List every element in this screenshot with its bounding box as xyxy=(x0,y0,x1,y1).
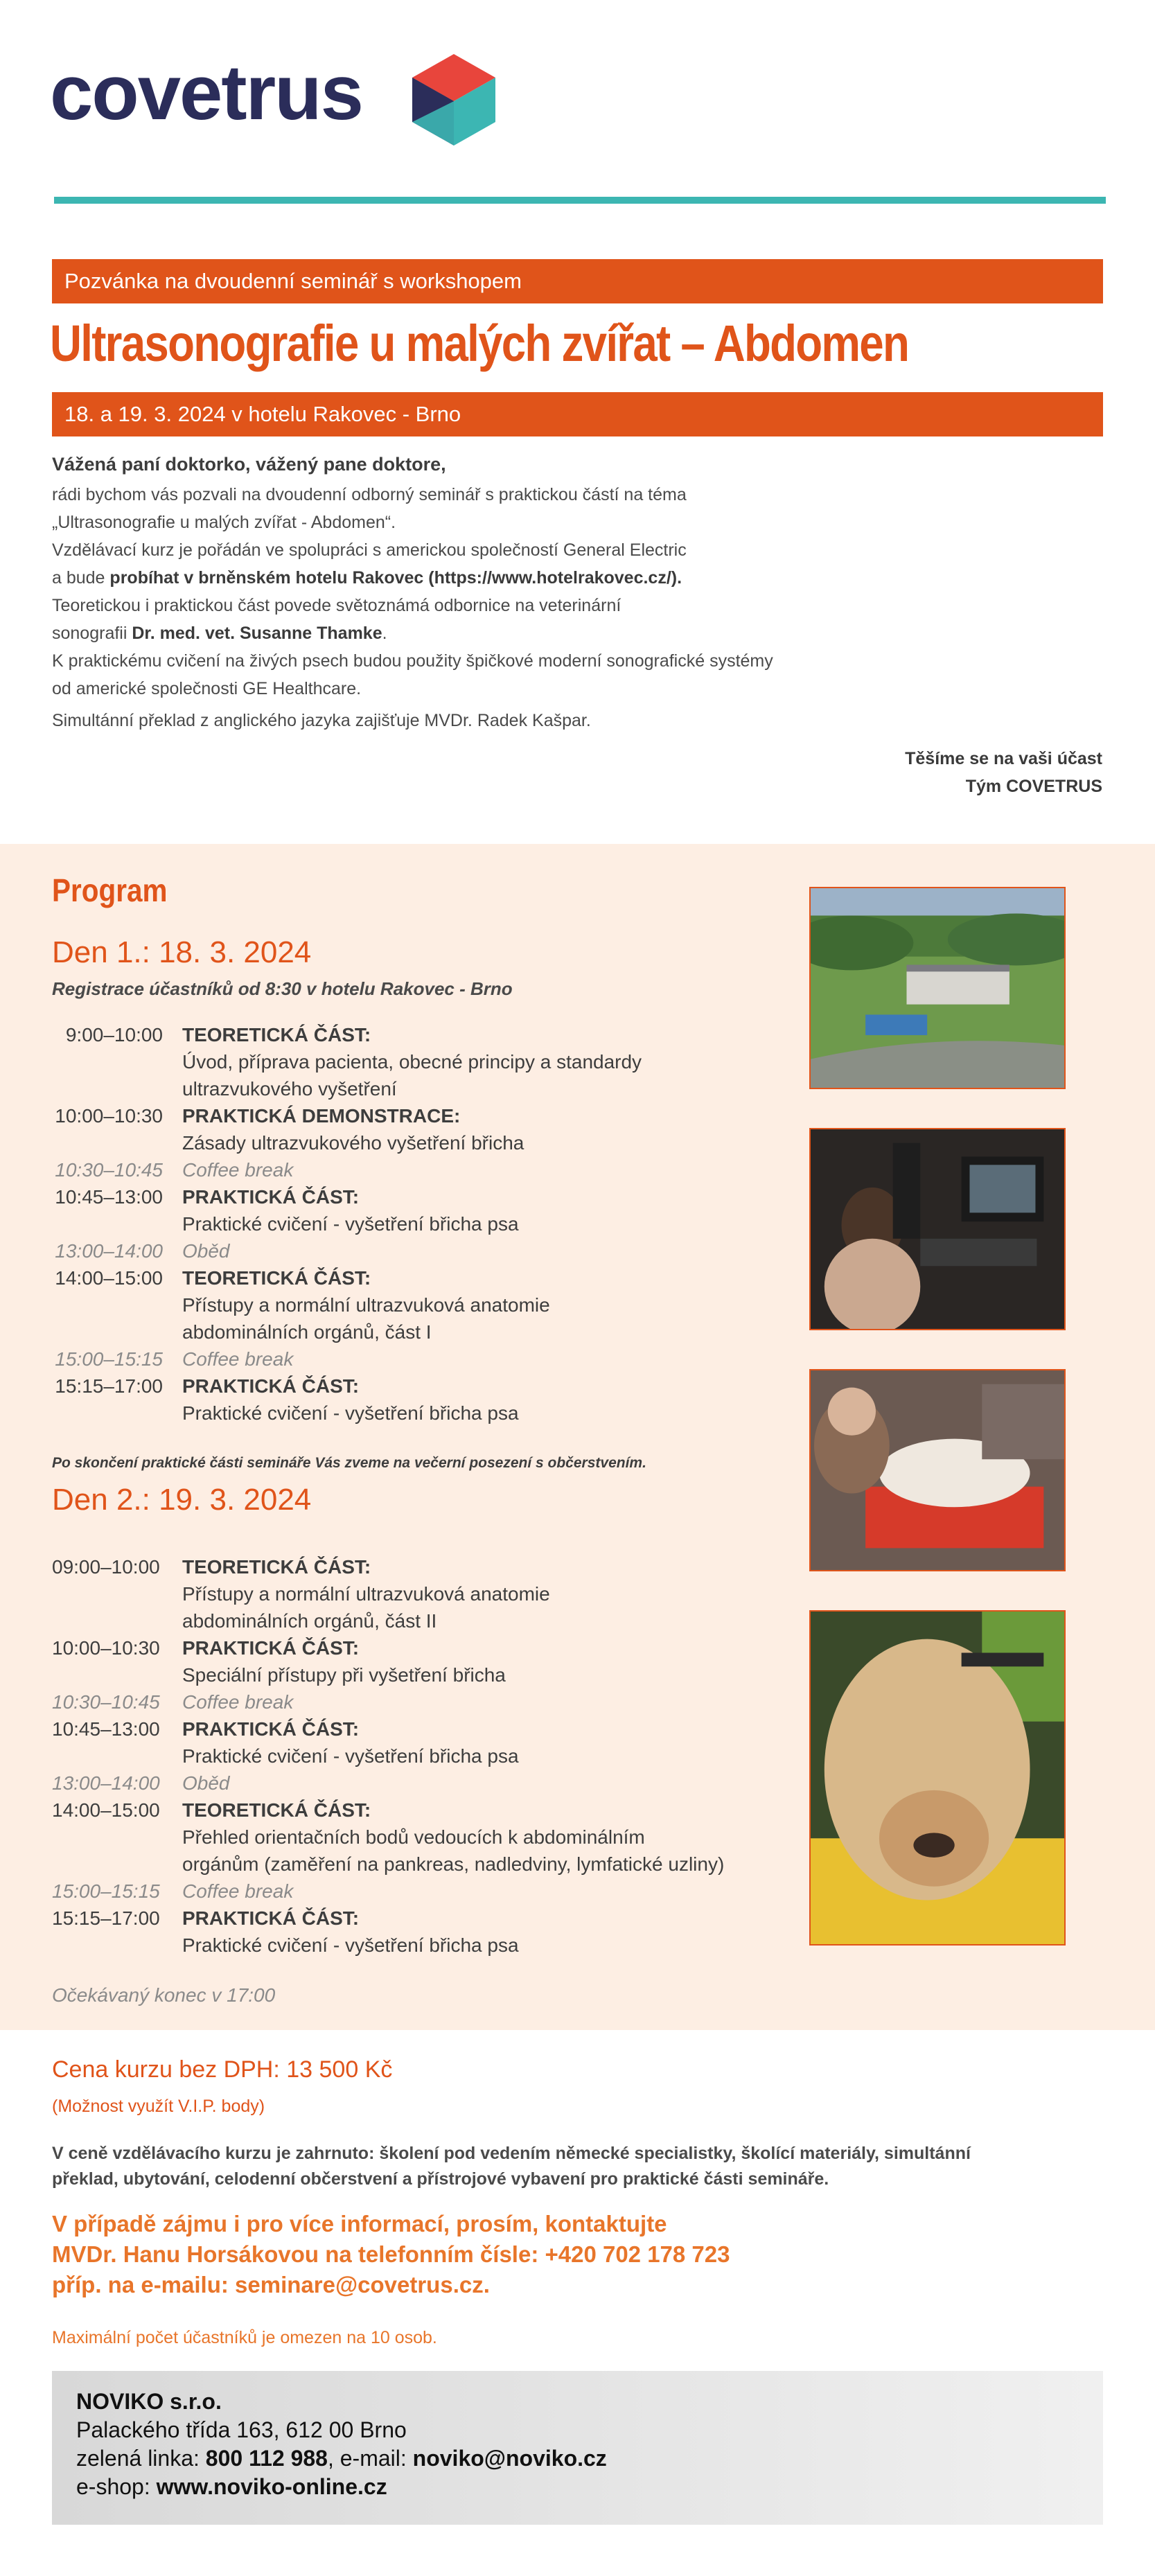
schedule-content xyxy=(182,1183,519,1237)
schedule-content: Coffee break xyxy=(182,1159,294,1181)
ultrasound-training-photo xyxy=(809,1128,1066,1330)
session-type: PRAKTICKÁ DEMONSTRACE: xyxy=(182,1105,461,1127)
schedule-content xyxy=(182,1373,519,1427)
session-description: Úvod, příprava pacienta, obecné principy a standardy xyxy=(182,1051,642,1073)
schedule-break-row xyxy=(52,1770,779,1797)
schedule-break-row xyxy=(52,1237,779,1264)
signoff xyxy=(905,745,1102,800)
schedule-content xyxy=(182,1634,506,1688)
included-line: V ceně vzdělávacího kurzu je zahrnuto: školení pod vedením německé specialistky, školící materiály, simultánní xyxy=(52,2144,971,2163)
schedule-time: 10:00–10:30 xyxy=(52,1637,160,1659)
vip-points-note: (Možnost využít V.I.P. body) xyxy=(52,2097,265,2116)
schedule-time: 13:00–14:00 xyxy=(55,1240,163,1262)
schedule-row xyxy=(52,1264,779,1346)
schedule-content: Coffee break xyxy=(182,1880,294,1902)
schedule-break-row xyxy=(52,1878,779,1905)
session-type: TEORETICKÁ ČÁST: xyxy=(182,1267,371,1289)
header-divider xyxy=(54,197,1106,204)
contact-email: příp. na e-mailu: seminare@covetrus.cz. xyxy=(52,2272,490,2297)
session-description: abdominálních orgánů, část II xyxy=(182,1610,437,1632)
schedule-break-row xyxy=(52,1346,779,1373)
dog-ultrasound-photo xyxy=(809,1610,1066,1946)
eshop-label: e-shop: xyxy=(76,2474,157,2499)
schedule-time: 10:30–10:45 xyxy=(52,1691,160,1713)
intro-line: Vzdělávací kurz je pořádán ve spolupráci s americkou společností General Electric xyxy=(52,540,687,560)
session-description: Praktické cvičení - vyšetření břicha psa xyxy=(182,1213,519,1235)
schedule-time: 14:00–15:00 xyxy=(52,1799,160,1821)
max-participants-note: Maximální počet účastníků je omezen na 10 osob. xyxy=(52,2328,437,2347)
schedule-content xyxy=(182,1021,642,1102)
day1-registration: Registrace účastníků od 8:30 v hotelu Rakovec - Brno xyxy=(52,978,513,999)
signoff-team: Tým COVETRUS xyxy=(965,777,1102,796)
company-eshop-line xyxy=(76,2473,607,2501)
phone-label: zelená linka: xyxy=(76,2446,206,2471)
company-phone-line xyxy=(76,2444,607,2473)
schedule-time: 10:30–10:45 xyxy=(55,1159,163,1181)
dog-examination-photo xyxy=(809,1369,1066,1571)
email-link[interactable]: noviko@noviko.cz xyxy=(412,2446,607,2471)
session-description: Přístupy a normální ultrazvuková anatomie xyxy=(182,1583,550,1605)
contact-line: V případě zájmu i pro více informací, prosím, kontaktujte xyxy=(52,2211,667,2237)
schedule-content xyxy=(182,1102,524,1156)
session-type: PRAKTICKÁ ČÁST: xyxy=(182,1907,360,1929)
schedule-row xyxy=(52,1715,779,1770)
lecturer-name: Dr. med. vet. Susanne Thamke xyxy=(132,624,382,643)
greeting: Vážená paní doktorko, vážený pane doktore, xyxy=(52,454,446,475)
schedule-time: 10:45–13:00 xyxy=(52,1718,160,1740)
intro-line: Simultánní překlad z anglického jazyka zajišťuje MVDr. Radek Kašpar. xyxy=(52,711,591,730)
company-name: NOVIKO s.r.o. xyxy=(76,2389,222,2414)
schedule-time: 15:15–17:00 xyxy=(52,1907,160,1929)
date-banner: 18. a 19. 3. 2024 v hotelu Rakovec - Brno xyxy=(52,392,1103,436)
session-description: Přehled orientačních bodů vedoucích k abdominálním xyxy=(182,1826,645,1848)
session-description: orgánům (zaměření na pankreas, nadledviny, lymfatické uzliny) xyxy=(182,1853,725,1875)
session-description: abdominálních orgánů, část I xyxy=(182,1321,432,1343)
schedule-time: 15:00–15:15 xyxy=(55,1348,163,1370)
hotel-aerial-photo xyxy=(809,887,1066,1089)
covetrus-logo-icon xyxy=(412,54,495,145)
intro-line: K praktickému cvičení na živých psech budou použity špičkové moderní sonografické systémy xyxy=(52,651,773,671)
intro-line: „Ultrasonografie u malých zvířat - Abdomen“. xyxy=(52,513,396,532)
schedule-content: Coffee break xyxy=(182,1691,294,1713)
day1-schedule xyxy=(52,1021,779,1427)
session-description: ultrazvukového vyšetření xyxy=(182,1078,397,1100)
session-type: PRAKTICKÁ ČÁST: xyxy=(182,1718,360,1740)
schedule-time: 14:00–15:00 xyxy=(55,1267,163,1289)
session-type: PRAKTICKÁ ČÁST: xyxy=(182,1637,360,1659)
page-title: Ultrasonografie u malých zvířat – Abdomen xyxy=(50,315,909,372)
day2-heading: Den 2.: 19. 3. 2024 xyxy=(52,1483,312,1517)
schedule-row xyxy=(52,1183,779,1237)
schedule-content xyxy=(182,1797,724,1878)
footer-contact xyxy=(76,2388,607,2501)
session-description: Speciální přístupy při vyšetření břicha xyxy=(182,1664,506,1686)
session-description: Přístupy a normální ultrazvuková anatomie xyxy=(182,1294,550,1316)
schedule-row xyxy=(52,1553,779,1634)
schedule-time: 10:45–13:00 xyxy=(55,1186,163,1208)
program-title: Program xyxy=(52,872,168,908)
schedule-content xyxy=(182,1715,519,1770)
schedule-break-row xyxy=(52,1156,779,1183)
intro-line: od americké společnosti GE Healthcare. xyxy=(52,679,362,698)
session-description: Praktické cvičení - vyšetření břicha psa xyxy=(182,1745,519,1767)
schedule-time: 15:15–17:00 xyxy=(55,1375,163,1397)
schedule-row xyxy=(52,1102,779,1156)
schedule-time: 09:00–10:00 xyxy=(52,1556,160,1578)
contact-phone: MVDr. Hanu Horsákovou na telefonním čísle: +420 702 178 723 xyxy=(52,2241,730,2267)
schedule-row xyxy=(52,1021,779,1102)
session-type: TEORETICKÁ ČÁST: xyxy=(182,1024,371,1046)
schedule-row xyxy=(52,1634,779,1688)
day2-schedule xyxy=(52,1553,779,1959)
schedule-time: 13:00–14:00 xyxy=(52,1772,160,1794)
contact-info xyxy=(52,2209,730,2300)
intro-line xyxy=(52,564,918,592)
schedule-time: 15:00–15:15 xyxy=(52,1880,160,1902)
schedule-content xyxy=(182,1905,519,1959)
intro-line: rádi bychom vás pozvali na dvoudenní odborný seminář s praktickou částí na téma xyxy=(52,485,687,504)
intro-line xyxy=(52,619,918,647)
session-type: PRAKTICKÁ ČÁST: xyxy=(182,1186,360,1208)
schedule-content: Coffee break xyxy=(182,1348,294,1370)
company-address: Palackého třída 163, 612 00 Brno xyxy=(76,2417,407,2442)
schedule-row xyxy=(52,1797,779,1878)
schedule-time: 9:00–10:00 xyxy=(65,1024,163,1046)
schedule-row xyxy=(52,1373,779,1427)
schedule-content: Oběd xyxy=(182,1772,230,1794)
venue-link-text: probíhat v brněnském hotelu Rakovec (https://www.hotelrakovec.cz/). xyxy=(109,568,682,588)
day1-heading: Den 1.: 18. 3. 2024 xyxy=(52,935,312,969)
expected-end-note: Očekávaný konec v 17:00 xyxy=(52,1984,276,2006)
schedule-content xyxy=(182,1553,550,1634)
schedule-time: 10:00–10:30 xyxy=(55,1105,163,1127)
session-description: Praktické cvičení - vyšetření břicha psa xyxy=(182,1934,519,1956)
schedule-content: Oběd xyxy=(182,1240,230,1262)
email-label: , e-mail: xyxy=(327,2446,413,2471)
course-price: Cena kurzu bez DPH: 13 500 Kč xyxy=(52,2056,393,2083)
schedule-content xyxy=(182,1264,550,1346)
session-type: PRAKTICKÁ ČÁST: xyxy=(182,1375,360,1397)
brand-logo-text: covetrus xyxy=(50,49,362,136)
schedule-break-row xyxy=(52,1688,779,1715)
intro-fragment: sonografii xyxy=(52,624,132,643)
intro-text xyxy=(52,450,918,734)
eshop-link[interactable]: www.noviko-online.cz xyxy=(156,2474,387,2499)
day1-evening-note: Po skončení praktické části semináře Vás zveme na večerní posezení s občerstvením. xyxy=(52,1455,646,1471)
intro-fragment: . xyxy=(382,624,387,643)
included-in-price xyxy=(52,2141,1105,2192)
session-type: TEORETICKÁ ČÁST: xyxy=(182,1556,371,1578)
session-description: Zásady ultrazvukového vyšetření břicha xyxy=(182,1132,524,1154)
session-description: Praktické cvičení - vyšetření břicha psa xyxy=(182,1402,519,1424)
intro-line: Teoretickou i praktickou část povede světoznámá odbornice na veterinární xyxy=(52,596,621,615)
invitation-banner: Pozvánka na dvoudenní seminář s workshopem xyxy=(52,259,1103,303)
schedule-row xyxy=(52,1905,779,1959)
session-type: TEORETICKÁ ČÁST: xyxy=(182,1799,371,1821)
signoff-line: Těšíme se na vaši účast xyxy=(905,749,1102,768)
included-line: překlad, ubytování, celodenní občerstvení a přístrojové vybavení pro praktické části semináře. xyxy=(52,2169,829,2189)
intro-fragment: a bude xyxy=(52,568,110,588)
phone-number: 800 112 988 xyxy=(205,2446,328,2471)
